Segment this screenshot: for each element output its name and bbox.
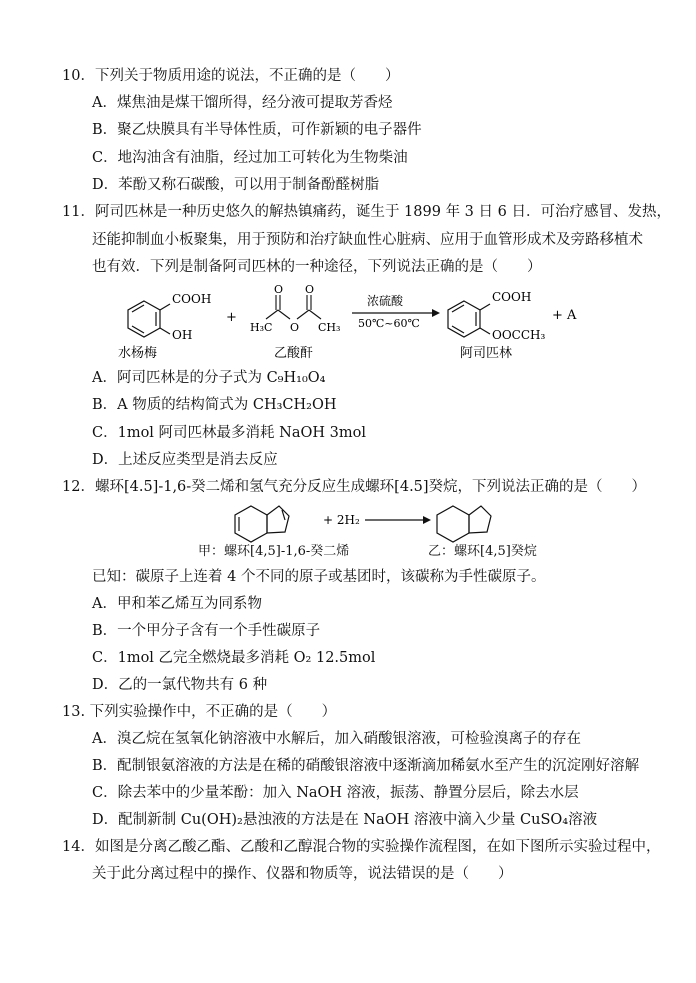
q10-option-a: A．煤焦油是煤干馏所得，经分液可提取芳香烃	[92, 95, 393, 111]
q11-option-b: B．A 物质的结构简式为 CH₃CH₂OH	[92, 397, 337, 413]
q11-stem-line1: 11．阿司匹林是一种历史悠久的解热镇痛药，诞生于 1899 年 3 日 6 日．可治疗感冒、发热，	[62, 204, 671, 220]
q10-option-b: B．聚乙炔膜具有半导体性质，可作新颖的电子器件	[92, 122, 422, 138]
plus-sign: +	[226, 310, 237, 325]
q12-option-a: A．甲和苯乙烯互为同系物	[92, 596, 262, 612]
plus-h2-label: + 2H₂	[323, 513, 360, 527]
aspirin-cooh-label: COOH	[492, 290, 532, 304]
q12-option-c: C．1mol 乙完全燃烧最多消耗 O₂ 12.5mol	[92, 650, 376, 666]
arrow-condition-bottom: 50℃~60℃	[358, 317, 420, 330]
salicylic-oh-label: OH	[172, 328, 193, 342]
q10-option-c: C．地沟油含有油脂，经过加工可转化为生物柴油	[92, 150, 408, 166]
anhydride-o-label: O	[290, 321, 300, 334]
svg-text:O: O	[274, 283, 284, 296]
anhydride-h3c-label: H₃C	[250, 321, 273, 334]
byproduct-label: + A	[552, 308, 577, 323]
q13-stem: 13. 下列实验操作中，不正确的是（ ）	[62, 704, 337, 720]
q12-stem: 12．螺环[4.5]-1,6-癸二烯和氢气充分反应生成螺环[4.5]癸烷，下列说法正确的是（ ）	[62, 479, 647, 495]
q12-label-jia: 甲：螺环[4,5]-1,6-癸二烯	[198, 544, 350, 559]
salicylic-acid-structure	[128, 301, 170, 337]
q14-stem-line1: 14．如图是分离乙酸乙酯、乙酸和乙醇混合物的实验操作流程图，在如下图所示实验过程中，	[62, 839, 661, 855]
q12-known-note: 已知：碳原子上连着 4 个不同的原子或基团时，该碳称为手性碳原子。	[92, 569, 546, 585]
salicylic-cooh-label: COOH	[172, 292, 212, 306]
q10-option-d: D．苯酚又称石碳酸，可以用于制备酚醛树脂	[92, 177, 380, 193]
q12-option-d: D．乙的一氯代物共有 6 种	[92, 677, 268, 693]
q14-stem-line2: 关于此分离过程中的操作、仪器和物质等，说法错误的是（ ）	[92, 866, 513, 882]
q13-option-b: B．配制银氨溶液的方法是在稀的硝酸银溶液中逐渐滴加稀氨水至产生的沉淀刚好溶解	[92, 758, 640, 774]
q12-reaction-scheme	[225, 498, 505, 544]
q11-option-c: C．1mol 阿司匹林最多消耗 NaOH 3mol	[92, 425, 366, 441]
q11-stem-line2: 还能抑制血小板聚集，用于预防和治疗缺血性心脏病、应用于血管形成术及旁路移植术	[92, 232, 643, 248]
q12-option-b: B．一个甲分子含有一个手性碳原子	[92, 623, 321, 639]
salicylic-name-label: 水杨梅	[118, 346, 158, 361]
aspirin-name-label: 阿司匹林	[460, 346, 513, 361]
q13-option-c: C．除去苯中的少量苯酚：加入 NaOH 溶液，振荡、静置分层后，除去水层	[92, 785, 579, 801]
anhydride-ch3-label: CH₃	[318, 321, 341, 334]
svg-text:O: O	[305, 283, 315, 296]
q13-option-d: D．配制新制 Cu(OH)₂悬浊液的方法是在 NaOH 溶液中滴入少量 CuSO₄溶液	[92, 812, 598, 828]
q11-option-d: D．上述反应类型是消去反应	[92, 452, 278, 468]
arrow-condition-top: 浓硫酸	[367, 294, 404, 308]
aspirin-structure	[448, 301, 490, 337]
q10-stem: 10．下列关于物质用途的说法，不正确的是（ ）	[62, 68, 400, 84]
spiro-diene-structure	[235, 506, 289, 542]
q13-option-a: A．溴乙烷在氢氧化钠溶液中水解后，加入硝酸银溶液，可检验溴离子的存在	[92, 731, 581, 747]
q11-stem-line3: 也有效．下列是制备阿司匹林的一种途径，下列说法正确的是（ ）	[92, 259, 542, 275]
q11-reaction-scheme	[110, 283, 590, 363]
q12-label-yi: 乙：螺环[4,5]癸烷	[428, 544, 537, 559]
aspirin-ester-label: OOCCH₃	[492, 328, 546, 342]
acetic-anhydride-structure	[266, 295, 321, 319]
spiro-decane-structure	[437, 506, 491, 542]
anhydride-name-label: 乙酸酐	[274, 346, 314, 361]
q11-option-a: A．阿司匹林是的分子式为 C₉H₁₀O₄	[92, 370, 326, 386]
